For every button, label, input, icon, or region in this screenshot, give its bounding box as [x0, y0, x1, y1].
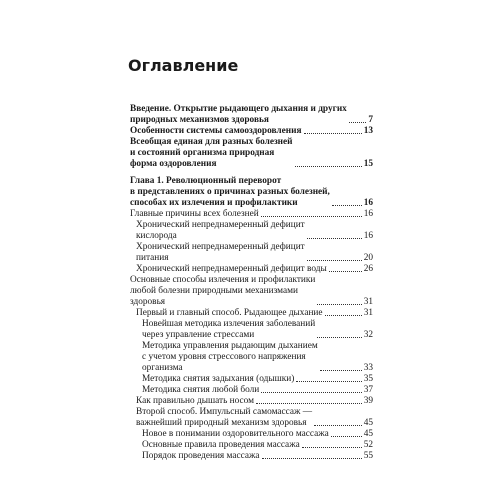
toc-entry-title-line: Всеобщая единая для разных болезней [130, 137, 293, 147]
toc-heading: Оглавление [128, 56, 239, 75]
toc-entry-title-line: любой болезни природными механизмами [130, 286, 298, 296]
toc-entry[interactable] [130, 242, 373, 264]
toc-entry-title-line: Новое в понимании оздоровительного массажа [142, 429, 329, 439]
toc-entry-title [130, 104, 347, 126]
toc-entry-page-number: 7 [368, 115, 373, 125]
toc-entry-title-line: способах их излечения и профилактики [130, 198, 298, 208]
toc-entry-title-line: кислорода [136, 231, 177, 241]
toc-entry-page-number: 16 [363, 231, 373, 241]
toc-entry-title-line: Как правильно дышать носом [136, 396, 254, 406]
toc-entry-leader [332, 205, 362, 206]
toc-entry-leader [329, 271, 362, 272]
toc-entry-title-line: Порядок проведения массажа [142, 451, 260, 461]
toc-entry-title [142, 440, 300, 451]
toc-entry-title-line: Второй способ. Импульсный самомассаж — [136, 407, 313, 417]
toc-entry-leader [261, 392, 361, 393]
toc-entry-leader [349, 122, 367, 123]
toc-entry-page-number: 35 [363, 374, 373, 384]
toc-entry-leader [304, 133, 362, 134]
toc-entry-title-line: Первый и главный способ. Рыдающее дыхание [136, 308, 323, 318]
toc-entry[interactable] [130, 275, 373, 308]
table-of-contents [130, 104, 373, 462]
toc-entry-title-line: с учетом уровня стрессового напряжения [142, 352, 306, 362]
toc-entry-title-line: Основные правила проведения массажа [142, 440, 300, 450]
toc-entry-title [136, 308, 323, 319]
toc-entry[interactable] [130, 176, 373, 209]
toc-entry-leader [295, 166, 362, 167]
toc-entry-title-line: питания [136, 253, 169, 263]
toc-entry-title [142, 341, 318, 374]
toc-entry[interactable] [130, 429, 373, 440]
toc-entry-page-number: 26 [363, 264, 373, 274]
toc-entry-title [136, 242, 305, 264]
toc-entry-title-line: и состояний организма природная [130, 148, 275, 158]
toc-entry-title-line: Методика снятия любой боли [142, 385, 260, 395]
toc-entry-leader [307, 238, 362, 239]
toc-entry-title-line: форма оздоровления [130, 159, 217, 169]
toc-entry-title-line: Хронический непреднамеренный дефицит [136, 220, 305, 230]
toc-entry-title [136, 407, 312, 429]
toc-entry-title [142, 319, 315, 341]
toc-entry-page-number: 13 [363, 126, 373, 136]
toc-entry-title-line: Методика управления рыдающим дыханием [142, 341, 318, 351]
toc-entry-title-line: Хронический непреднамеренный дефицит [136, 242, 305, 252]
toc-entry-title-line: Хронический непреднамеренный дефицит воды [136, 264, 327, 274]
toc-entry[interactable] [130, 126, 373, 137]
toc-entry-title [136, 220, 305, 242]
toc-entry-title [130, 275, 315, 308]
toc-entry-title-line: Особенности системы самооздоровления [130, 126, 302, 136]
toc-entry-leader [331, 436, 362, 437]
toc-entry-title-line: здоровья [130, 297, 166, 307]
toc-entry-title [142, 385, 259, 396]
toc-entry-page-number: 55 [363, 451, 373, 461]
toc-entry-title-line: важнейший природный механизм здоровья [136, 418, 307, 428]
toc-entry-leader [262, 458, 362, 459]
toc-entry-title-line: природных механизмов здоровья [130, 115, 269, 125]
toc-entry-page-number: 31 [363, 297, 373, 307]
toc-entry-leader [296, 381, 361, 382]
toc-entry-title-line: организма [142, 363, 183, 373]
toc-entry-page-number: 31 [363, 308, 373, 318]
toc-entry-leader [314, 425, 362, 426]
toc-entry-title-line: Глава 1. Революционный переворот [130, 176, 282, 186]
toc-entry-title [130, 126, 302, 137]
toc-entry[interactable] [130, 440, 373, 451]
toc-entry[interactable] [130, 451, 373, 462]
toc-entry-leader [317, 304, 361, 305]
toc-entry-title-line: Новейшая методика излечения заболеваний [142, 319, 316, 329]
toc-entry-page-number: 45 [363, 418, 373, 428]
toc-entry[interactable] [130, 104, 373, 126]
toc-entry[interactable] [130, 319, 373, 341]
toc-entry-title [130, 137, 293, 170]
toc-entry-title-line: Основные способы излечения и профилактики [130, 275, 316, 285]
toc-entry-page-number: 32 [363, 330, 373, 340]
toc-entry-page-number: 33 [363, 363, 373, 373]
toc-entry[interactable] [130, 374, 373, 385]
toc-entry-page-number: 16 [363, 198, 373, 208]
toc-entry[interactable] [130, 220, 373, 242]
toc-entry-title [142, 374, 294, 385]
toc-entry-page-number: 15 [363, 159, 373, 169]
toc-entry[interactable] [130, 407, 373, 429]
toc-entry-leader [325, 315, 362, 316]
toc-entry-leader [256, 403, 362, 404]
toc-entry-leader [307, 260, 362, 261]
toc-entry-title [142, 451, 260, 462]
toc-entry[interactable] [130, 209, 373, 220]
toc-entry[interactable] [130, 308, 373, 319]
toc-entry[interactable] [130, 264, 373, 275]
toc-entry-title [136, 264, 327, 275]
toc-entry-title-line: в представлениях о причинах разных болезней, [130, 187, 330, 197]
toc-entry[interactable] [130, 341, 373, 374]
toc-entry-page-number: 37 [363, 385, 373, 395]
toc-entry-title [130, 176, 330, 209]
toc-entry[interactable] [130, 396, 373, 407]
toc-entry[interactable] [130, 385, 373, 396]
toc-entry-page-number: 45 [363, 429, 373, 439]
toc-entry-title-line: через управление стрессами [142, 330, 255, 340]
toc-entry-leader [317, 337, 361, 338]
toc-entry-title-line: Методика снятия задыхания (одышки) [142, 374, 295, 384]
toc-entry[interactable] [130, 137, 373, 170]
toc-entry-page-number: 16 [363, 209, 373, 219]
toc-entry-leader [261, 216, 362, 217]
toc-entry-title [130, 209, 259, 220]
toc-entry-title-line: Главные причины всех болезней [130, 209, 259, 219]
toc-entry-page-number: 52 [363, 440, 373, 450]
toc-entry-title [142, 429, 329, 440]
toc-entry-page-number: 20 [363, 253, 373, 263]
toc-entry-title-line: Введение. Открытие рыдающего дыхания и других [130, 104, 347, 114]
toc-entry-leader [320, 370, 362, 371]
toc-entry-title [136, 396, 254, 407]
toc-entry-leader [302, 447, 362, 448]
toc-entry-page-number: 39 [363, 396, 373, 406]
